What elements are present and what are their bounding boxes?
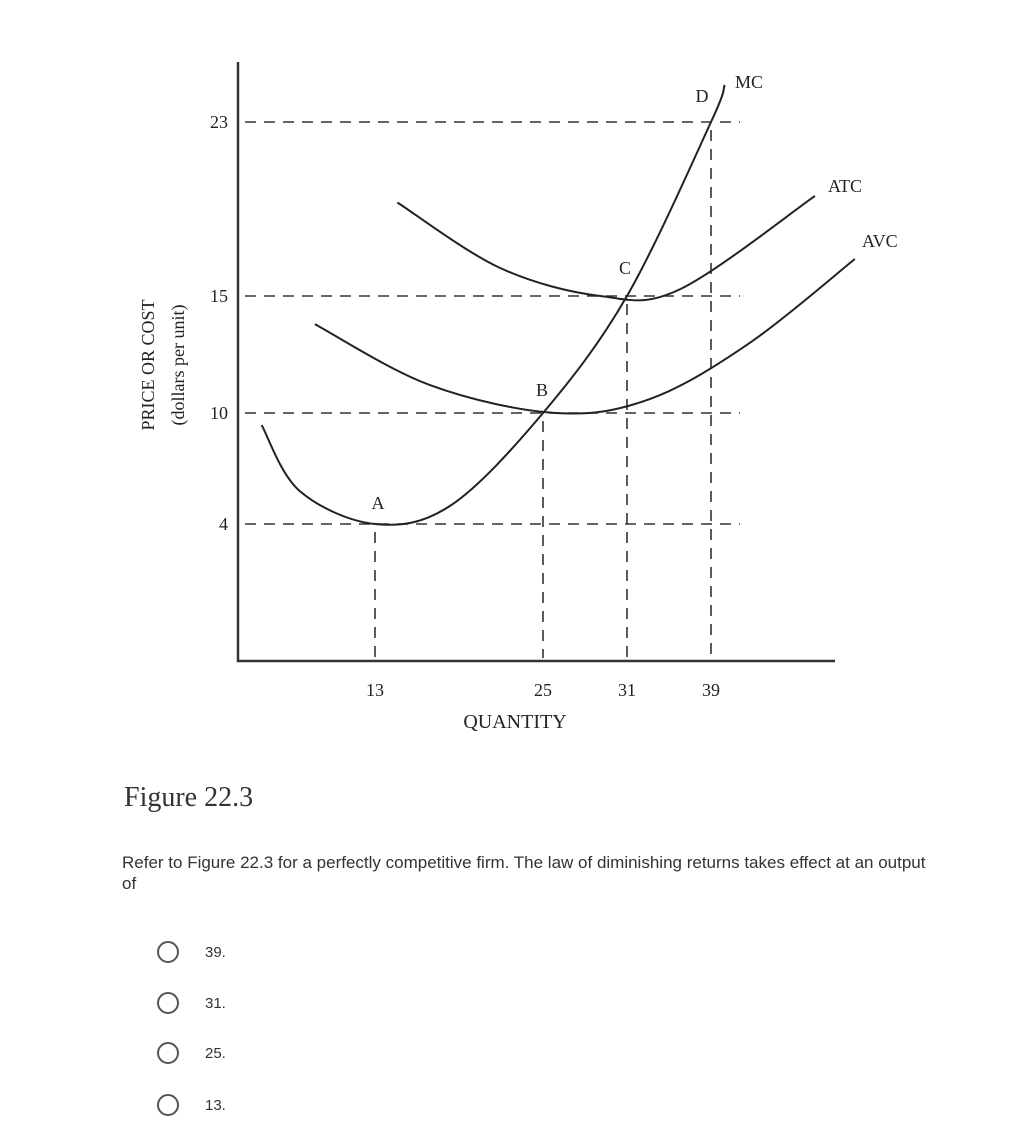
radio-button[interactable]: [157, 1042, 179, 1064]
curve-labels: [372, 72, 898, 513]
y-tick-label: 4: [219, 514, 228, 534]
radio-button[interactable]: [157, 992, 179, 1014]
option-label: 31.: [205, 994, 226, 1012]
guide-lines: [245, 122, 740, 658]
option-13[interactable]: [157, 1094, 226, 1116]
curves: [262, 85, 855, 525]
radio-button[interactable]: [157, 941, 179, 963]
y-axis-label: PRICE OR COST: [138, 299, 158, 431]
option-39[interactable]: [157, 941, 226, 963]
y-tick-label: 10: [210, 403, 228, 423]
option-25[interactable]: [157, 1042, 226, 1064]
mc-label: MC: [735, 72, 764, 92]
point-label-b: B: [535, 380, 549, 400]
radio-button[interactable]: [157, 1094, 179, 1116]
point-label-d: D: [695, 86, 709, 106]
x-tick-label: 31: [618, 680, 636, 700]
option-label: 39.: [205, 943, 226, 961]
atc-curve: [397, 196, 815, 300]
x-tick-label: 13: [366, 680, 384, 700]
x-tick-label: 25: [534, 680, 552, 700]
atc-label: ATC: [828, 176, 863, 196]
option-31[interactable]: [157, 992, 226, 1014]
avc-curve: [315, 259, 855, 414]
option-label: 13.: [205, 1096, 226, 1114]
x-axis-label: QUANTITY: [463, 711, 567, 733]
avc-label: AVC: [862, 231, 898, 251]
option-label: 25.: [205, 1044, 226, 1062]
y-axis-sublabel: (dollars per unit): [168, 304, 188, 426]
point-label-c: C: [618, 258, 632, 278]
mc-curve: [262, 85, 725, 525]
question-text: Refer to Figure 22.3 for a perfectly competitive firm. The law of diminishing returns takes effect at an output of: [122, 853, 926, 893]
figure-title: Figure 22.3: [124, 782, 254, 813]
x-tick-label: 39: [702, 680, 720, 700]
point-label-a: A: [371, 493, 385, 513]
tick-labels: [210, 112, 720, 700]
y-tick-label: 15: [210, 286, 228, 306]
y-tick-label: 23: [210, 112, 228, 132]
